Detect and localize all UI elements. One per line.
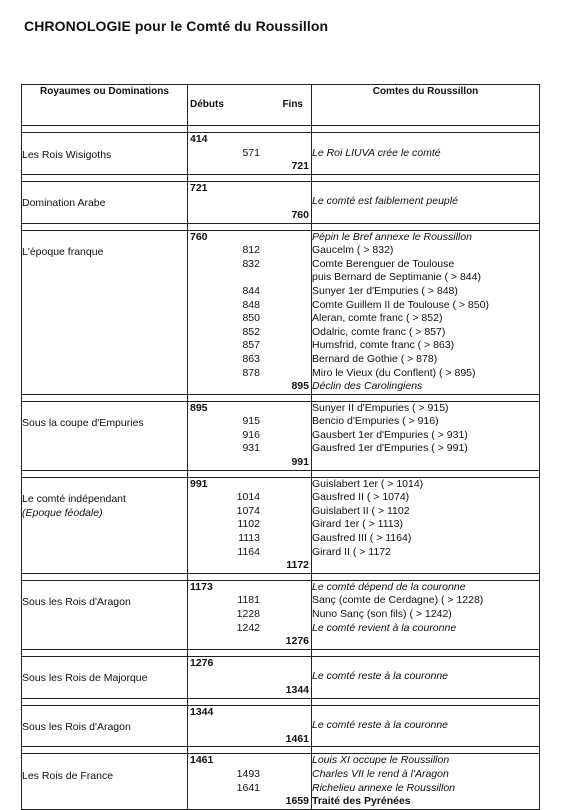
- dates-cell: [188, 401, 312, 470]
- comte-entry: Guislabert II ( > 1102: [312, 504, 410, 517]
- comte-entry: Humsfrid, comte franc ( > 863): [312, 339, 455, 352]
- event-date-value: 1113: [238, 532, 260, 545]
- comtes-cell: [312, 656, 540, 698]
- period-row: [22, 580, 540, 649]
- event-date-value: 1164: [237, 545, 260, 558]
- event-date: [188, 326, 311, 340]
- spacer-cell: [22, 649, 188, 656]
- dates-cell: [188, 181, 312, 223]
- event-date: [188, 429, 311, 443]
- event-date: [188, 147, 311, 161]
- dates-cell: [188, 477, 312, 573]
- event-date: [188, 415, 311, 429]
- domination-cell: [22, 580, 188, 649]
- comte-entry: Miro le Vieux (du Conflent) ( > 895): [312, 366, 476, 379]
- header-fins: Fins: [282, 99, 303, 110]
- cell-spacer: [22, 231, 187, 247]
- comte-entry: Girard 1er ( > 1113): [312, 518, 403, 531]
- event-date-value: 571: [242, 146, 260, 159]
- comtes-cell: [312, 230, 540, 394]
- comte-entry: Gausfred II ( > 1074): [312, 491, 410, 504]
- page-title: CHRONOLOGIE pour le Comté du Roussillon: [24, 18, 329, 34]
- dates-cell: [188, 230, 312, 394]
- domination-name: Les Rois Wisigoths: [22, 148, 112, 161]
- domination-name: Les Rois de France: [22, 769, 114, 782]
- event-date-value: 1641: [236, 781, 260, 794]
- event-date: [188, 594, 311, 608]
- comte-entry: Sunyer 1er d'Empuries ( > 848): [312, 284, 458, 297]
- spacer-row: [22, 174, 540, 181]
- comte-entry: Pépin le Bref annexe le Roussillon: [312, 230, 472, 243]
- event-date: [188, 312, 311, 326]
- comte-entry: [312, 456, 539, 470]
- period-row: [22, 401, 540, 470]
- cell-spacer: [22, 133, 187, 149]
- comte-entry: [312, 133, 539, 147]
- header-row: [22, 85, 540, 126]
- end-date: 991: [291, 456, 309, 469]
- comte-entry: Déclin des Carolingiens: [312, 380, 423, 393]
- event-date-value: 863: [242, 352, 260, 365]
- comte-entry: Gausfred 1er d'Empuries ( > 991): [312, 442, 468, 455]
- spacer-row: [22, 649, 540, 656]
- spacer-cell: [188, 470, 312, 477]
- chronology-table: [21, 84, 540, 810]
- event-date-value: 878: [242, 366, 260, 379]
- event-date-value: 850: [242, 312, 260, 325]
- comte-entry: puis Bernard de Septimanie ( > 844): [312, 271, 481, 284]
- event-date: [188, 353, 311, 367]
- dates-cell: [188, 754, 312, 809]
- spacer-row: [22, 394, 540, 401]
- spacer-cell: [188, 747, 312, 754]
- spacer-row: [22, 573, 540, 580]
- spacer-cell: [22, 573, 188, 580]
- event-date-value: 1242: [236, 621, 260, 634]
- domination-cell: [22, 705, 188, 747]
- cell-spacer: [22, 402, 187, 418]
- spacer-cell: [22, 698, 188, 705]
- spacer-cell: [188, 698, 312, 705]
- event-date: [188, 518, 311, 532]
- start-date: 721: [190, 181, 208, 194]
- comte-entry: Comte Berenguer de Toulouse: [312, 257, 455, 270]
- dates-cell: [188, 580, 312, 649]
- period-row: [22, 477, 540, 573]
- domination-name: Domination Arabe: [22, 197, 106, 210]
- period-row: [22, 230, 540, 394]
- event-date: [188, 608, 311, 622]
- spacer-cell: [188, 174, 312, 181]
- comte-entry: [312, 182, 539, 196]
- cell-spacer: [22, 478, 187, 494]
- comte-entry: Guislabert 1er ( > 1014): [312, 477, 424, 490]
- comte-entry: Aleran, comte franc ( > 852): [312, 312, 443, 325]
- comte-entry: [312, 733, 539, 747]
- spacer-cell: [22, 174, 188, 181]
- start-date: 1173: [190, 580, 213, 593]
- comte-entry: Bernard de Gothie ( > 878): [312, 352, 438, 365]
- cell-spacer: [22, 581, 187, 597]
- domination-cell: [22, 477, 188, 573]
- comte-entry: [312, 160, 539, 174]
- comte-entry: Gausfred III ( > 1164): [312, 532, 412, 545]
- domination-cell: [22, 181, 188, 223]
- spacer-cell: [22, 223, 188, 230]
- comte-entry: Charles VII le rend à l'Aragon: [312, 767, 449, 780]
- comte-entry: [312, 706, 539, 720]
- start-date: 991: [190, 477, 208, 490]
- end-date: 1344: [285, 683, 309, 696]
- domination-cell: [22, 656, 188, 698]
- dates-cell: [188, 133, 312, 175]
- comte-entry: Le comté reste à la couronne: [312, 719, 448, 732]
- header-dates: [188, 85, 312, 126]
- comtes-cell: [312, 580, 540, 649]
- event-date: [188, 271, 311, 285]
- comte-entry: Louis XI occupe le Roussillon: [312, 754, 450, 767]
- comtes-cell: [312, 133, 540, 175]
- domination-name: L'époque franque: [22, 246, 104, 259]
- comtes-cell: [312, 754, 540, 809]
- spacer-cell: [312, 698, 540, 705]
- event-date-value: 1102: [237, 518, 260, 531]
- dates-cell: [188, 705, 312, 747]
- event-date: [188, 546, 311, 560]
- event-date: [188, 532, 311, 546]
- header-comtes: Comtes du Roussillon: [312, 85, 540, 126]
- event-date-value: 848: [242, 298, 260, 311]
- event-date: [188, 491, 311, 505]
- start-date: 1344: [190, 705, 214, 718]
- event-date-value: 1074: [236, 504, 260, 517]
- event-date-value: 1181: [237, 594, 260, 607]
- comte-entry: [312, 684, 539, 698]
- spacer-cell: [188, 649, 312, 656]
- event-date: [188, 768, 311, 782]
- spacer-cell: [22, 470, 188, 477]
- start-date: 414: [190, 133, 208, 145]
- end-date: 721: [291, 160, 309, 173]
- cell-spacer: [22, 657, 187, 673]
- comte-entry: Richelieu annexe le Roussillon: [312, 781, 456, 794]
- spacer-cell: [312, 747, 540, 754]
- event-date-value: 916: [242, 428, 260, 441]
- event-date-value: 844: [242, 284, 260, 297]
- end-date: 895: [291, 380, 309, 393]
- comte-entry: [312, 209, 539, 223]
- end-date: 1461: [285, 732, 309, 745]
- end-date: 1276: [285, 635, 309, 648]
- start-date: 760: [190, 230, 208, 243]
- cell-spacer: [22, 706, 187, 722]
- comte-entry: Bencio d'Empuries ( > 916): [312, 415, 439, 428]
- spacer-cell: [188, 573, 312, 580]
- spacer-cell: [312, 470, 540, 477]
- end-date: 760: [291, 208, 309, 221]
- start-date: 1461: [190, 754, 214, 767]
- event-date: [188, 670, 311, 684]
- domination-cell: [22, 230, 188, 394]
- event-date: [188, 258, 311, 272]
- event-date: [188, 367, 311, 381]
- spacer-row: [22, 747, 540, 754]
- event-date-value: 915: [242, 415, 260, 428]
- comte-entry: Le comté reste à la couronne: [312, 670, 448, 683]
- spacer-cell: [312, 649, 540, 656]
- spacer-cell: [22, 747, 188, 754]
- spacer-row: [22, 698, 540, 705]
- comte-entry: Sanç (comte de Cerdagne) ( > 1228): [312, 594, 484, 607]
- period-row: [22, 181, 540, 223]
- end-date: 1172: [286, 559, 309, 572]
- event-date: [188, 782, 311, 796]
- end-date: 1659: [285, 795, 309, 808]
- comte-entry: Odalric, comte franc ( > 857): [312, 325, 446, 338]
- comtes-cell: [312, 705, 540, 747]
- comte-entry: Le comté est faiblement peuplé: [312, 195, 458, 208]
- event-date: [188, 244, 311, 258]
- event-date-value: 1014: [236, 491, 260, 504]
- event-date: [188, 442, 311, 456]
- spacer-cell: [188, 223, 312, 230]
- start-date: 895: [190, 401, 208, 414]
- event-date: [188, 285, 311, 299]
- comte-entry: Gaucelm ( > 832): [312, 244, 394, 257]
- comte-entry: Traité des Pyrénées: [312, 795, 411, 808]
- event-date-value: 832: [242, 257, 260, 270]
- event-date-value: 1493: [236, 767, 260, 780]
- header-debuts: Débuts: [190, 99, 224, 110]
- spacer-cell: [312, 174, 540, 181]
- event-date-value: 931: [242, 442, 260, 455]
- period-row: [22, 705, 540, 747]
- spacer-row: [22, 223, 540, 230]
- comte-entry: Nuno Sanç (son fils) ( > 1242): [312, 608, 452, 620]
- start-date: 1276: [190, 656, 214, 669]
- domination-subtitle: (Epoque féodale): [22, 506, 103, 519]
- period-row: [22, 754, 540, 809]
- event-date: [188, 339, 311, 353]
- domination-name: Sous les Rois d'Aragon: [22, 596, 131, 609]
- spacer-cell: [312, 394, 540, 401]
- event-date: [188, 505, 311, 519]
- domination-cell: [22, 133, 188, 175]
- domination-name: Le comté indépendant: [22, 493, 126, 506]
- comte-entry: Le Roi LIUVA crée le comté: [312, 146, 441, 159]
- comtes-cell: [312, 181, 540, 223]
- comte-entry: Le comté revient à la couronne: [312, 621, 457, 634]
- comte-entry: [312, 635, 539, 649]
- event-date: [188, 719, 311, 733]
- comte-entry: Sunyer II d'Empuries ( > 915): [312, 401, 449, 414]
- spacer-cell: [312, 223, 540, 230]
- spacer-cell: [22, 394, 188, 401]
- comte-entry: Comte Guillem II de Toulouse ( > 850): [312, 298, 489, 311]
- comte-entry: [312, 559, 539, 573]
- domination-cell: [22, 401, 188, 470]
- cell-spacer: [22, 182, 187, 198]
- event-date: [188, 195, 311, 209]
- period-row: [22, 133, 540, 175]
- event-date: [188, 622, 311, 636]
- comte-entry: Gausbert 1er d'Empuries ( > 931): [312, 428, 468, 441]
- spacer-cell: [312, 573, 540, 580]
- header-royaumes: Royaumes ou Dominations: [22, 85, 188, 126]
- domination-name: Sous les Rois de Majorque: [22, 672, 148, 685]
- comte-entry: Le comté dépend de la couronne: [312, 580, 466, 593]
- comte-entry: [312, 657, 539, 671]
- event-date-value: 812: [242, 244, 260, 257]
- spacer-cell: [188, 394, 312, 401]
- event-date-value: 1228: [236, 608, 260, 620]
- domination-cell: [22, 754, 188, 809]
- event-date-value: 857: [242, 339, 260, 352]
- comtes-cell: [312, 401, 540, 470]
- period-row: [22, 656, 540, 698]
- dates-cell: [188, 656, 312, 698]
- comte-entry: Girard II ( > 1172: [312, 545, 391, 558]
- domination-name: Sous les Rois d'Aragon: [22, 721, 131, 734]
- event-date-value: 852: [242, 325, 260, 338]
- comtes-cell: [312, 477, 540, 573]
- spacer-row: [22, 470, 540, 477]
- spacer-row: [22, 126, 540, 133]
- domination-name: Sous la coupe d'Empuries: [22, 417, 144, 430]
- event-date: [188, 299, 311, 313]
